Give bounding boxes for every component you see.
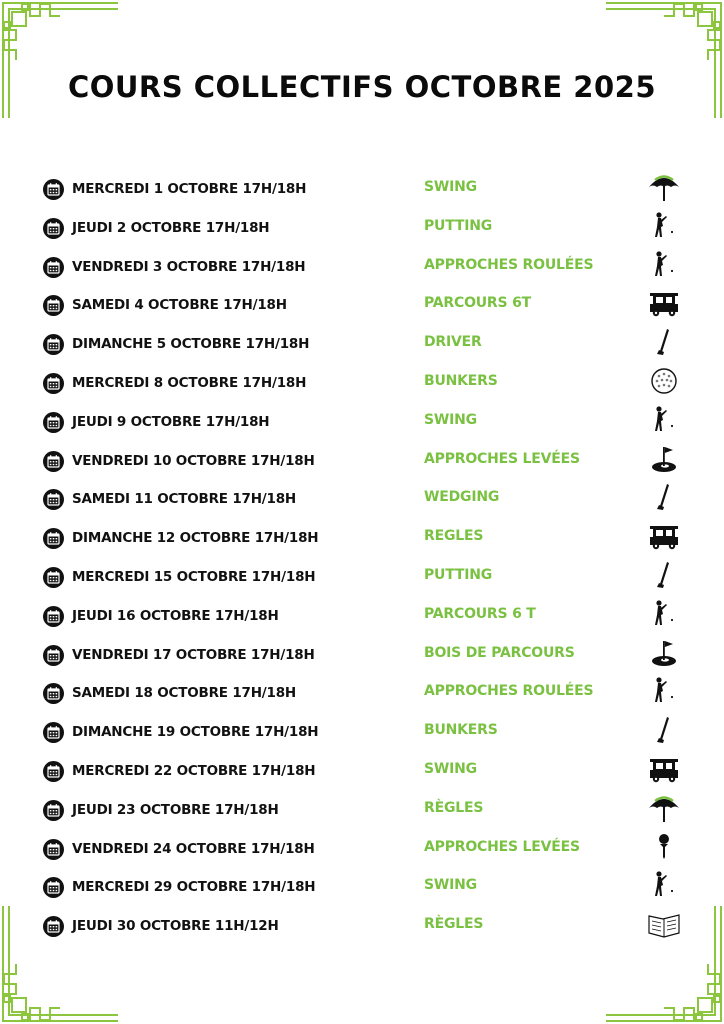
golf-cart-icon: [645, 520, 683, 552]
schedule-row: [0, 675, 724, 709]
session-course: WEDGING: [424, 489, 500, 506]
session-date: JEUDI 9 OCTOBRE 17H/18H: [72, 413, 270, 430]
tee-ball-icon: [645, 831, 683, 863]
golfer-icon: [645, 404, 683, 436]
flag-hole-icon: [645, 637, 683, 669]
golfer-icon: [645, 210, 683, 242]
schedule-row: [0, 714, 724, 748]
schedule-row: [0, 637, 724, 671]
schedule-row: [0, 210, 724, 244]
session-date: JEUDI 2 OCTOBRE 17H/18H: [72, 219, 270, 236]
session-date: MERCREDI 15 OCTOBRE 17H/18H: [72, 569, 316, 585]
session-course: SWING: [424, 411, 477, 428]
session-date: DIMANCHE 12 OCTOBRE 17H/18H: [72, 530, 319, 547]
calendar-icon: [43, 179, 64, 200]
session-date: VENDREDI 17 OCTOBRE 17H/18H: [72, 646, 315, 663]
golf-club-icon: [645, 714, 683, 746]
session-course: REGLES: [424, 528, 484, 545]
calendar-icon: [43, 916, 64, 937]
session-course: SWING: [424, 877, 477, 894]
session-course: RÈGLES: [424, 799, 484, 816]
schedule-row: [0, 831, 724, 865]
calendar-icon: [43, 683, 64, 704]
schedule-row: [0, 404, 724, 438]
schedule-row: [0, 869, 724, 903]
golf-club-icon: [645, 481, 683, 513]
session-date: VENDREDI 3 OCTOBRE 17H/18H: [72, 258, 306, 275]
session-date: MERCREDI 1 OCTOBRE 17H/18H: [72, 181, 307, 197]
session-course: PARCOURS 6T: [424, 295, 531, 312]
session-course: APPROCHES LEVÉES: [424, 838, 580, 855]
session-date: JEUDI 23 OCTOBRE 17H/18H: [72, 801, 279, 818]
session-date: SAMEDI 18 OCTOBRE 17H/18H: [72, 685, 297, 702]
session-date: JEUDI 30 OCTOBRE 11H/12H: [72, 918, 279, 935]
schedule-row: [0, 443, 724, 477]
calendar-icon: [43, 489, 64, 510]
calendar-icon: [43, 451, 64, 472]
session-course: APPROCHES ROULÉES: [424, 256, 594, 273]
golf-ball-icon: [645, 365, 683, 397]
calendar-icon: [43, 567, 64, 588]
golf-club-icon: [645, 559, 683, 591]
golf-cart-icon: [645, 287, 683, 319]
rule-book-icon: [645, 908, 683, 940]
session-date: DIMANCHE 19 OCTOBRE 17H/18H: [72, 724, 319, 741]
golfer-icon: [645, 675, 683, 707]
schedule-row: [0, 753, 724, 787]
golf-club-icon: [645, 326, 683, 358]
golfer-icon: [645, 869, 683, 901]
session-date: JEUDI 16 OCTOBRE 17H/18H: [72, 607, 279, 624]
calendar-icon: [43, 334, 64, 355]
calendar-icon: [43, 839, 64, 860]
session-course: BUNKERS: [424, 722, 498, 739]
session-course: PUTTING: [424, 567, 493, 583]
calendar-icon: [43, 257, 64, 278]
golf-cart-icon: [645, 753, 683, 785]
umbrella-icon: [645, 792, 683, 824]
umbrella-icon: [645, 171, 683, 203]
session-course: BOIS DE PARCOURS: [424, 644, 575, 661]
schedule-row: [0, 326, 724, 360]
calendar-icon: [43, 295, 64, 316]
session-date: SAMEDI 4 OCTOBRE 17H/18H: [72, 297, 287, 314]
schedule-row: [0, 792, 724, 826]
golfer-icon: [645, 249, 683, 281]
session-course: PUTTING: [424, 217, 493, 234]
session-course: RÈGLES: [424, 916, 484, 933]
calendar-icon: [43, 528, 64, 549]
calendar-icon: [43, 877, 64, 898]
page-title: COURS COLLECTIFS OCTOBRE 2025: [67, 70, 657, 104]
session-course: SWING: [424, 179, 477, 195]
schedule-row: [0, 559, 724, 593]
golfer-icon: [645, 598, 683, 630]
calendar-icon: [43, 606, 64, 627]
calendar-icon: [43, 761, 64, 782]
session-date: MERCREDI 29 OCTOBRE 17H/18H: [72, 879, 316, 896]
session-course: APPROCHES ROULÉES: [424, 683, 594, 700]
session-date: MERCREDI 22 OCTOBRE 17H/18H: [72, 763, 316, 779]
session-date: VENDREDI 10 OCTOBRE 17H/18H: [72, 452, 315, 469]
calendar-icon: [43, 412, 64, 433]
session-course: DRIVER: [424, 334, 482, 351]
calendar-icon: [43, 218, 64, 239]
schedule-row: [0, 598, 724, 632]
schedule-row: [0, 908, 724, 942]
schedule-row: [0, 171, 724, 205]
session-date: SAMEDI 11 OCTOBRE 17H/18H: [72, 491, 297, 508]
flag-hole-icon: [645, 443, 683, 475]
calendar-icon: [43, 800, 64, 821]
schedule-row: [0, 287, 724, 321]
session-course: APPROCHES LEVÉES: [424, 450, 580, 467]
calendar-icon: [43, 722, 64, 743]
session-course: PARCOURS 6 T: [424, 605, 536, 622]
session-course: BUNKERS: [424, 373, 498, 389]
session-date: DIMANCHE 5 OCTOBRE 17H/18H: [72, 336, 310, 353]
session-date: MERCREDI 8 OCTOBRE 17H/18H: [72, 375, 307, 391]
calendar-icon: [43, 645, 64, 666]
calendar-icon: [43, 373, 64, 394]
schedule-row: [0, 249, 724, 283]
session-course: SWING: [424, 761, 477, 777]
schedule-row: [0, 481, 724, 515]
schedule-row: [0, 520, 724, 554]
session-date: VENDREDI 24 OCTOBRE 17H/18H: [72, 840, 315, 857]
schedule-row: [0, 365, 724, 399]
